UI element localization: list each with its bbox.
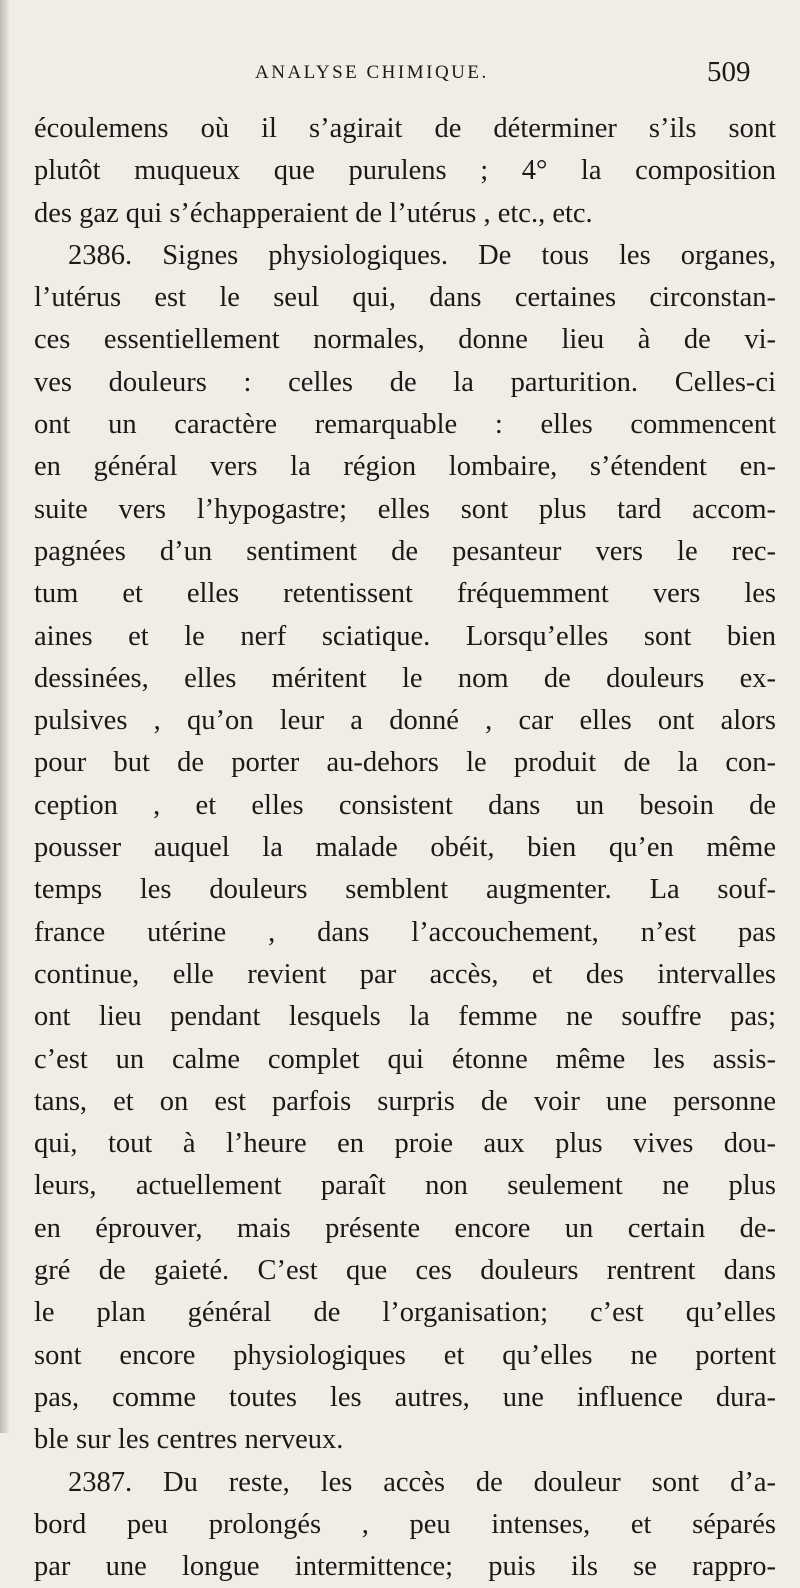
text-line: pour but de porter au-dehors le produit de la con- [34,747,776,779]
text-line: pulsives , qu’on leur a donné , car elles ont alors [34,705,776,737]
text-line: 2386. Signes physiologiques. De tous les organes, [68,239,776,271]
text-line: qui, tout à l’heure en proie aux plus vives dou- [34,1128,776,1160]
body-text [34,108,776,1588]
text-line: écoulemens où il s’agirait de déterminer s’ils sont [34,113,776,144]
text-line: pousser auquel la malade obéit, bien qu’en même [34,832,776,864]
text-line: dessinées, elles méritent le nom de douleurs ex- [34,662,776,694]
text-line: continue, elle revient par accès, et des intervalles [34,958,776,990]
text-line: ble sur les centres nerveux. [34,1424,344,1456]
text-line: suite vers l’hypogastre; elles sont plus tard accom- [34,493,776,525]
text-line: en éprouver, mais présente encore un certain de- [34,1212,776,1244]
text-line: ont lieu pendant lesquels la femme ne souffre pas; [34,1001,776,1033]
text-line: france utérine , dans l’accouchement, n’est pas [34,916,776,948]
text-line: leurs, actuellement paraît non seulement ne plus [34,1170,776,1202]
text-line: aines et le nerf sciatique. Lorsqu’elles sont bien [34,620,776,652]
text-line: ont un caractère remarquable : elles commencent [34,409,776,441]
text-line: temps les douleurs semblent augmenter. La souf- [34,874,776,906]
text-line: plutôt muqueux que purulens ; 4° la composition [34,155,776,187]
text-line: bord peu prolongés , peu intenses, et séparés [34,1508,776,1540]
text-line: ces essentiellement normales, donne lieu à de vi- [34,324,776,356]
running-head [0,56,800,94]
text-line: le plan général de l’organisation; c’est qu’elles [34,1297,776,1329]
text-line: tum et elles retentissent fréquemment vers les [34,578,776,610]
text-line: 2387. Du reste, les accès de douleur sont d’a- [68,1466,776,1498]
text-line: ception , et elles consistent dans un besoin de [34,789,776,821]
page-number: 509 [707,56,751,88]
text-line: pagnées d’un sentiment de pesanteur vers le rec- [34,535,776,567]
running-title: ANALYSE CHIMIQUE. [255,62,489,83]
text-line: c’est un calme complet qui étonne même les assis- [34,1043,776,1075]
text-line: en général vers la région lombaire, s’étendent en- [34,451,776,483]
text-line: par une longue intermittence; puis ils se rappro- [34,1551,776,1583]
spine-shadow [0,0,10,1433]
text-line: sont encore physiologiques et qu’elles ne portent [34,1339,776,1371]
text-line: l’utérus est le seul qui, dans certaines circonstan- [34,282,776,314]
text-line: ves douleurs : celles de la parturition. Celles-ci [34,366,776,398]
text-line: pas, comme toutes les autres, une influence dura- [34,1381,776,1413]
text-line: des gaz qui s’échapperaient de l’utérus , etc., etc. [34,197,593,229]
text-line: gré de gaieté. C’est que ces douleurs rentrent dans [34,1255,776,1287]
text-line: tans, et on est parfois surpris de voir une personne [34,1085,776,1117]
